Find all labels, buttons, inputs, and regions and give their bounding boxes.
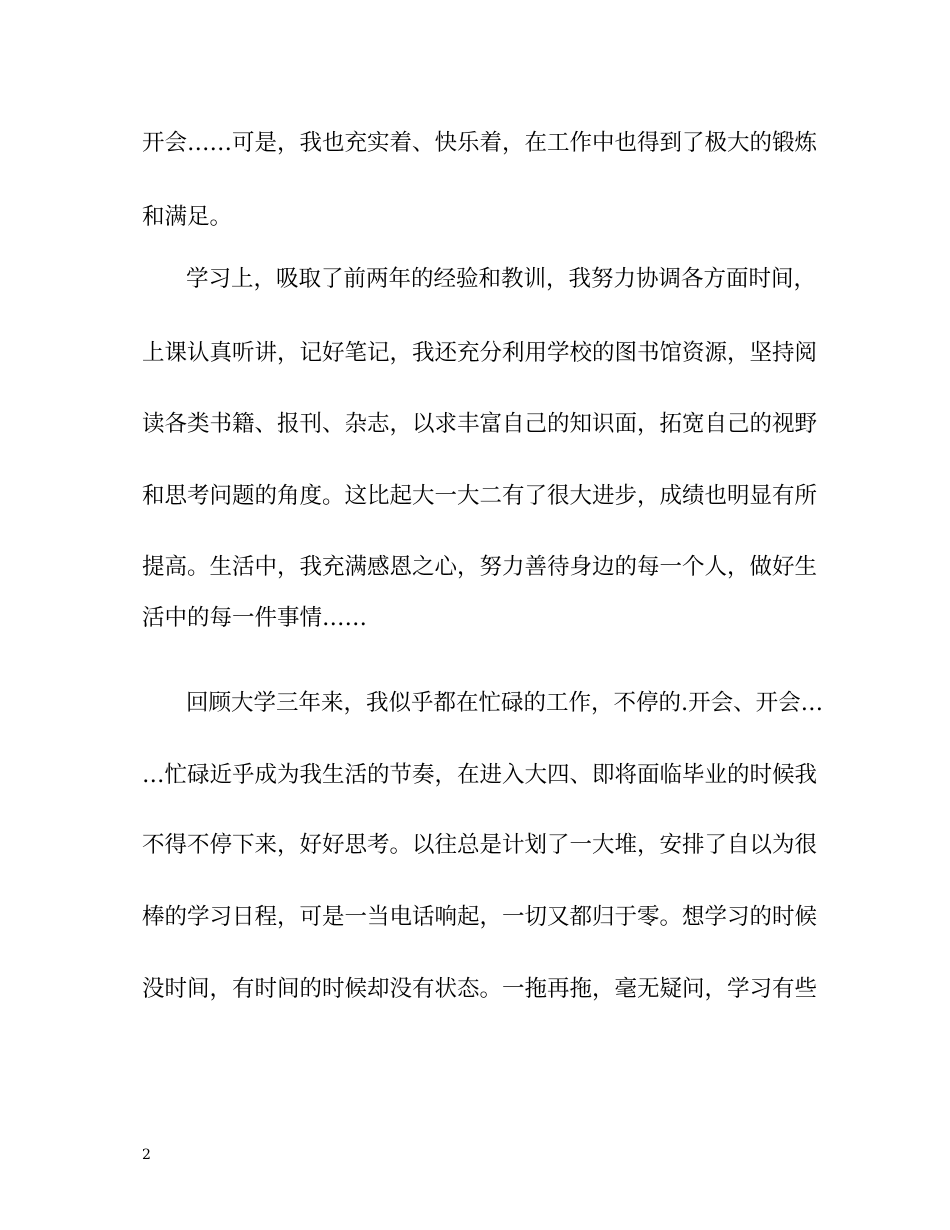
text-line-1: 开会……可是，我也充实着、快乐着，在工作中也得到了极大的锻炼 bbox=[142, 130, 818, 156]
text-line-11: 不得不停下来，好好思考。以往总是计划了一大堆，安排了自以为很 bbox=[142, 832, 818, 858]
text-line-9: 回顾大学三年来，我似乎都在忙碌的工作，不停的.开会、开会… bbox=[186, 690, 824, 716]
page-number: 2 bbox=[142, 1147, 151, 1163]
text-line-8: 活中的每一件事情…… bbox=[142, 605, 368, 631]
text-line-2: 和满足。 bbox=[142, 204, 233, 230]
text-line-5: 读各类书籍、报刊、杂志，以求丰富自己的知识面，拓宽自己的视野 bbox=[142, 411, 818, 437]
text-line-10: …忙碌近乎成为我生活的节奏，在进入大四、即将面临毕业的时候我 bbox=[142, 762, 818, 788]
text-line-12: 棒的学习日程，可是一当电话响起，一切又都归于零。想学习的时候 bbox=[142, 904, 818, 930]
text-line-7: 提高。生活中，我充满感恩之心，努力善待身边的每一个人，做好生 bbox=[142, 554, 818, 580]
text-line-4: 上课认真听讲，记好笔记，我还充分利用学校的图书馆资源，坚持阅 bbox=[142, 340, 818, 366]
text-line-6: 和思考问题的角度。这比起大一大二有了很大进步，成绩也明显有所 bbox=[142, 483, 818, 509]
text-line-3: 学习上，吸取了前两年的经验和教训，我努力协调各方面时间， bbox=[186, 266, 817, 292]
text-line-13: 没时间，有时间的时候却没有状态。一拖再拖，毫无疑问，学习有些 bbox=[142, 976, 818, 1002]
